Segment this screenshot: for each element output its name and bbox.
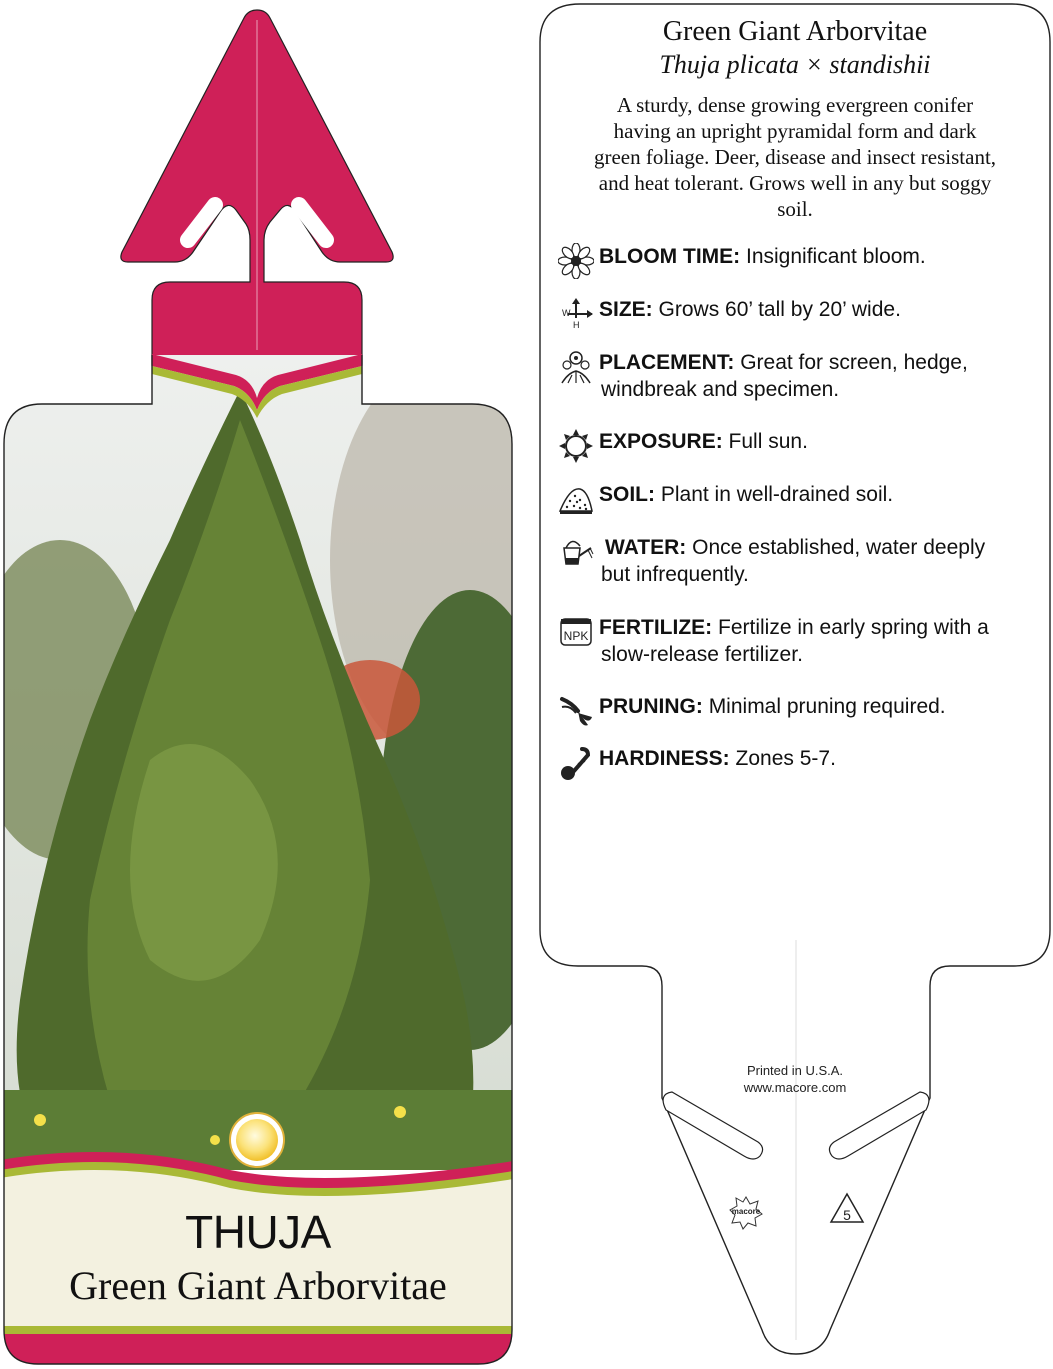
website: www.macore.com [743, 1080, 847, 1095]
attr-fertilize: NPK FERTILIZE: Fertilize in early spring with a slow-release fertilizer. [558, 614, 1038, 668]
label-panel [0, 1152, 520, 1369]
plant-photo [0, 350, 520, 1170]
attr-hardiness: HARDINESS: Zones 5-7. [558, 745, 1038, 772]
watering-can-icon [558, 534, 594, 570]
svg-text:W: W [562, 308, 571, 318]
back-latin-name: Thuja plicata × standishii [659, 50, 931, 79]
sun-badge-icon [230, 1113, 284, 1167]
sun-icon [558, 428, 594, 464]
front-tag [0, 0, 520, 1369]
thermometer-icon [558, 745, 594, 781]
front-common-name: Green Giant Arborvitae [69, 1263, 447, 1308]
size-arrows-icon [558, 296, 594, 332]
front-genus: THUJA [185, 1206, 331, 1258]
svg-text:macore: macore [731, 1207, 761, 1216]
attr-size: W H SIZE: Grows 60’ tall by 20’ wide. [558, 296, 1038, 323]
attr-exposure: EXPOSURE: Full sun. [558, 428, 1038, 455]
back-description: A sturdy, dense growing evergreen conifer having an upright pyramidal form and dark green foliage. Deer, disease and insect resistant, and heat tolerant. Grows well in any but soggy soil. [593, 93, 997, 221]
pruners-icon [558, 693, 594, 729]
attr-placement: PLACEMENT: Great for screen, hedge, windbreak and specimen. [558, 349, 1038, 403]
attr-bloom-time: BLOOM TIME: Insignificant bloom. [558, 243, 1038, 270]
svg-text:NPK: NPK [563, 629, 589, 643]
back-title: Green Giant Arborvitae [662, 16, 928, 47]
svg-text:H: H [573, 320, 580, 330]
flower-icon [558, 243, 594, 279]
soil-icon [558, 481, 594, 517]
attr-water: WATER: Once established, water deeply but infrequently. [558, 534, 1038, 588]
attr-pruning: PRUNING: Minimal pruning required. [558, 693, 1038, 720]
attr-soil: SOIL: Plant in well-drained soil. [558, 481, 1038, 508]
placement-icon [558, 349, 594, 385]
npk-icon [558, 614, 594, 650]
printed-in: Printed in U.S.A. [746, 1063, 844, 1078]
svg-text:5: 5 [843, 1207, 851, 1223]
